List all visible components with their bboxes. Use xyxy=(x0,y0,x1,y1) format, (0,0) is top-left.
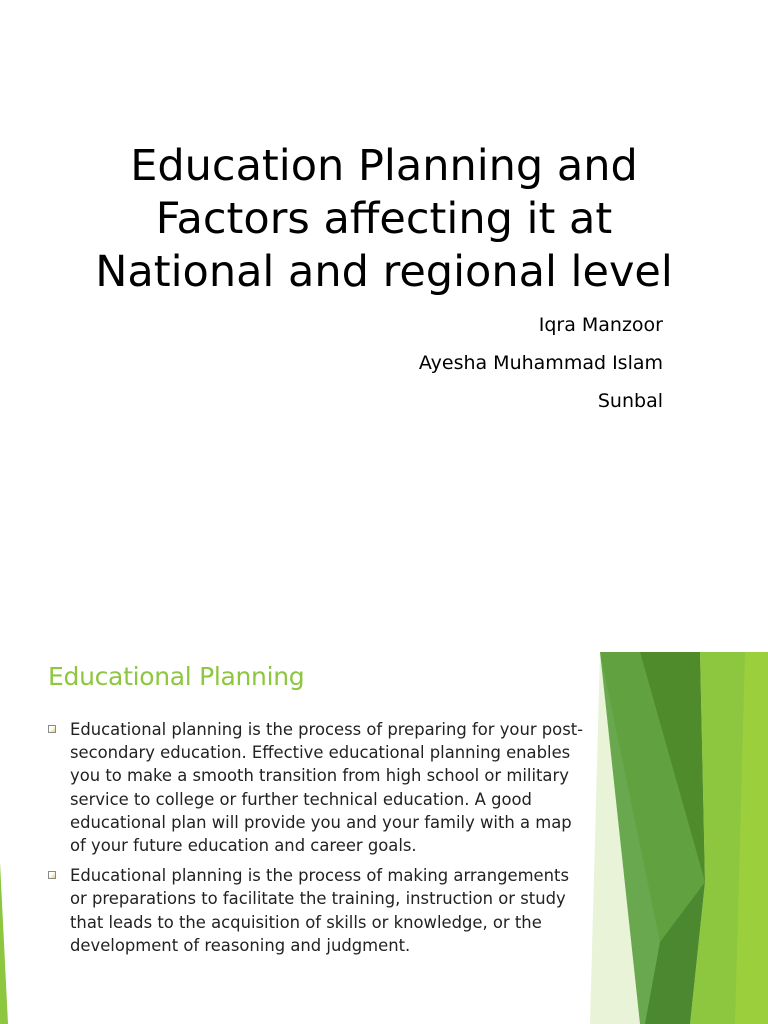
author-name: Iqra Manzoor xyxy=(538,314,663,336)
author-name: Ayesha Muhammad Islam xyxy=(418,352,663,374)
author-name: Sunbal xyxy=(597,390,663,412)
checkbox-bullet-icon xyxy=(48,871,56,879)
bullet-text: Educational planning is the process of preparing for your post-secondary education. Effective educational planning enables you to make a smooth transition from high school or military service to college or further technical education. A good educational plan will provide you and your family with a map of your future education and career goals. xyxy=(70,720,584,856)
bullet-list xyxy=(48,718,588,964)
author-list xyxy=(419,306,663,420)
content-slide xyxy=(0,652,768,1024)
title-line: Education Planning and xyxy=(130,141,638,191)
list-item xyxy=(48,718,588,857)
slide-title xyxy=(40,140,728,299)
title-line: Factors affecting it at xyxy=(155,194,613,244)
slide-heading: Educational Planning xyxy=(48,662,305,691)
title-line: National and regional level xyxy=(95,247,673,297)
checkbox-bullet-icon xyxy=(48,725,56,733)
list-item xyxy=(48,864,588,957)
bullet-text: Educational planning is the process of making arrangements or preparations to facilitate the training, instruction or study that leads to the acquisition of skills or knowledge, or the development of reasoning and judgment. xyxy=(70,866,569,955)
